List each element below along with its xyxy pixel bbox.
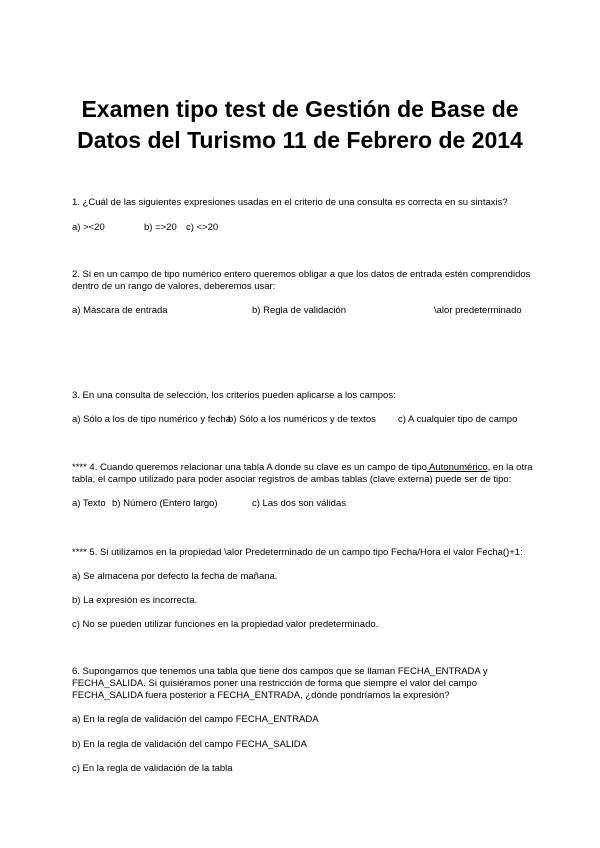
q4-option-c: c) Las dos son válidas (252, 498, 346, 509)
title-line-2: Datos del Turismo 11 de Febrero de 2014 (77, 127, 523, 153)
autonumerico-term: Autonumérico (426, 462, 488, 473)
q2-option-a: a) Máscara de entrada (72, 305, 168, 316)
question-6-line-3: FECHA_SALIDA fuera posterior a FECHA_ENTRADA, ¿dónde pondríamos la expresión? (72, 690, 450, 701)
question-3-text: 3. En una consulta de selección, los criterios pueden aplicarse a los campos: (72, 390, 396, 401)
question-4-line-2: tabla, el campo utilizado para poder asociar registros de ambas tablas (clave externa) puede ser de tipo: (72, 474, 512, 485)
q4-option-a: a) Texto (72, 498, 106, 509)
q2-option-c: \alor predeterminado (434, 305, 522, 316)
page-title (0, 94, 600, 156)
q1-option-c: c) <>20 (186, 222, 219, 233)
question-1-text: 1. ¿Cuál de las siguientes expresiones usadas en el criterio de una consulta es correcta en su sintaxis? (72, 197, 508, 208)
q1-option-a: a) ><20 (72, 222, 105, 233)
q3-option-b: b) Sólo a los numéricos y de textos (228, 414, 376, 425)
q1-option-b: b) =>20 (144, 222, 177, 233)
q5-option-a: a) Se almacena por defecto la fecha de mañana. (72, 571, 278, 582)
q4-line1-pre: **** 4. Cuando queremos relacionar una tabla A donde su clave es un campo de tipo (72, 462, 427, 473)
q6-option-a: a) En la regla de validación del campo FECHA_ENTRADA (72, 714, 319, 725)
question-2-line-2: dentro de un rango de valores, deberemos usar: (72, 281, 276, 292)
title-line-1: Examen tipo test de Gestión de Base de (81, 96, 519, 122)
q3-option-a: a) Sólo a los de tipo numérico y fecha (72, 414, 231, 425)
question-6-line-1: 6. Supongamos que tenemos una tabla que tiene dos campos que se llaman FECHA_ENTRADA y (72, 666, 488, 677)
question-5-text: **** 5. Si utilizamos en la propiedad \alor Predeterminado de un campo tipo Fecha/Hora el valor Fecha()+1: (72, 547, 523, 558)
q3-option-c: c) A cualquier tipo de campo (398, 414, 518, 425)
question-2-line-1: 2. Si en un campo de tipo numérico entero queremos obligar a que los datos de entrada estén comprendidos (72, 269, 531, 280)
q6-option-b: b) En la regla de validación del campo FECHA_SALIDA (72, 739, 307, 750)
q2-option-b: b) Regla de validación (252, 305, 347, 316)
q4-line1-post: , en la otra (487, 462, 533, 473)
question-6-line-2: FECHA_SALIDA. Si quisiéramos poner una restricción de forma que siempre el valor del campo (72, 678, 477, 689)
q6-option-c: c) En la regla de validación de la tabla (72, 763, 233, 774)
q5-option-c: c) No se pueden utilizar funciones en la propiedad valor predeterminado. (72, 619, 379, 630)
q5-option-b: b) La expresión es incorrecta. (72, 595, 198, 606)
q4-option-b: b) Número (Entero largo) (112, 498, 218, 509)
